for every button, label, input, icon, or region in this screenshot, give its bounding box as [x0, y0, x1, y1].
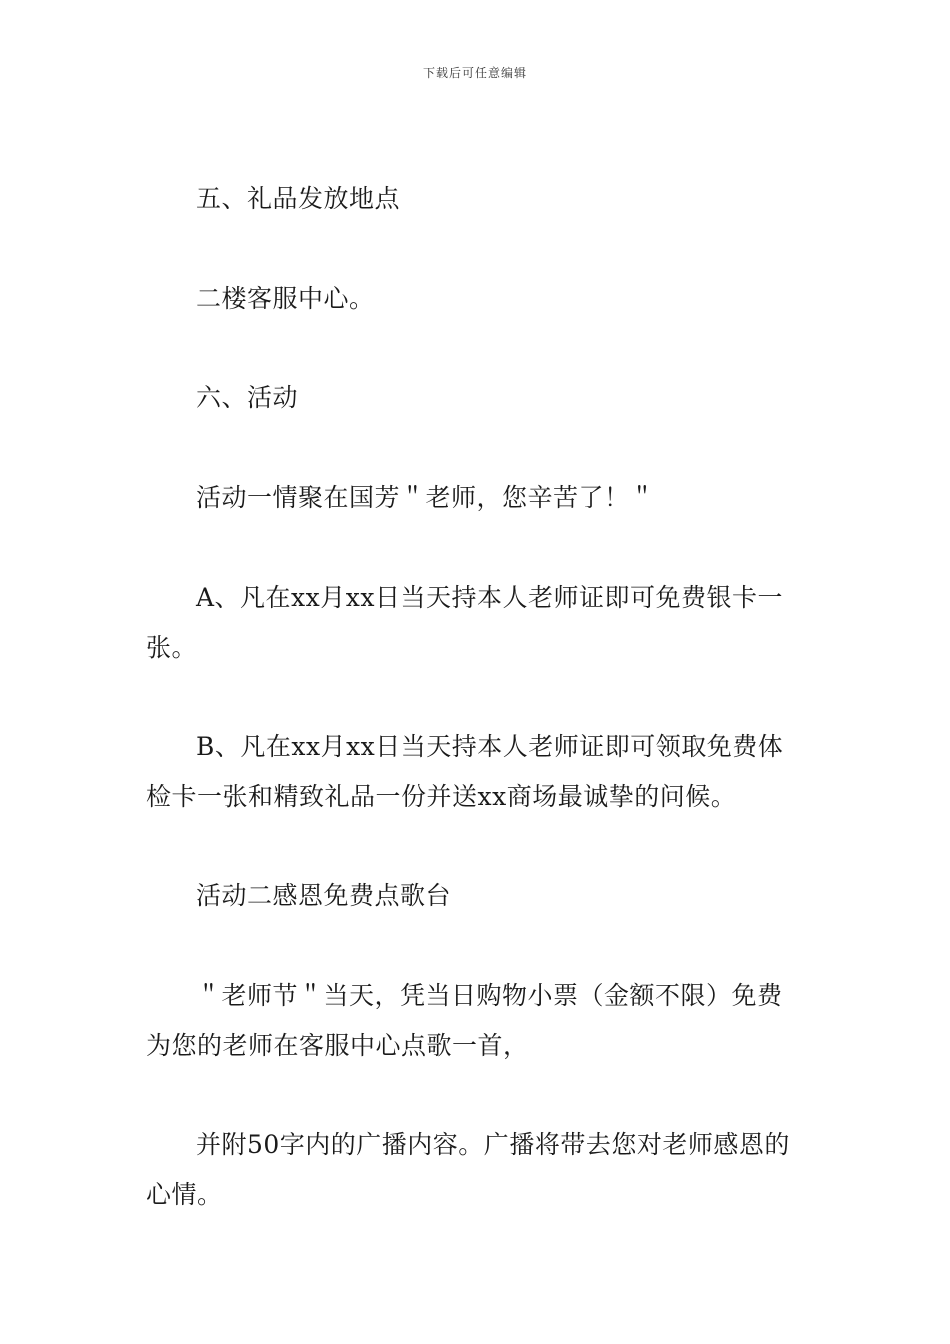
paragraph-line: 检卡一张和精致礼品一份并送xx商场最诚挚的问候。 — [146, 782, 737, 811]
paragraph-line: 心情。 — [146, 1180, 223, 1209]
paragraph-line: ＂老师节＂当天，凭当日购物小票（金额不限）免费 — [196, 981, 783, 1010]
paragraph-line: 并附50字内的广播内容。广播将带去您对老师感恩的 — [196, 1130, 790, 1159]
page-header-note: 下载后可任意编辑 — [422, 66, 527, 80]
paragraph-line: B、凡在xx月xx日当天持本人老师证即可领取免费体 — [196, 732, 784, 761]
paragraph-line: 为您的老师在客服中心点歌一首， — [146, 1031, 529, 1060]
paragraph-line: 张。 — [146, 633, 198, 662]
paragraph-line: 二楼客服中心。 — [196, 284, 375, 313]
paragraph-line: 五、礼品发放地点 — [196, 184, 401, 213]
paragraph-line: 活动二感恩免费点歌台 — [196, 881, 452, 910]
paragraph-line: 六、活动 — [196, 383, 299, 412]
paragraph-line: 活动一情聚在国芳＂老师，您辛苦了！＂ — [196, 483, 656, 512]
paragraph-line: A、凡在xx月xx日当天持本人老师证即可免费银卡一 — [196, 583, 783, 612]
